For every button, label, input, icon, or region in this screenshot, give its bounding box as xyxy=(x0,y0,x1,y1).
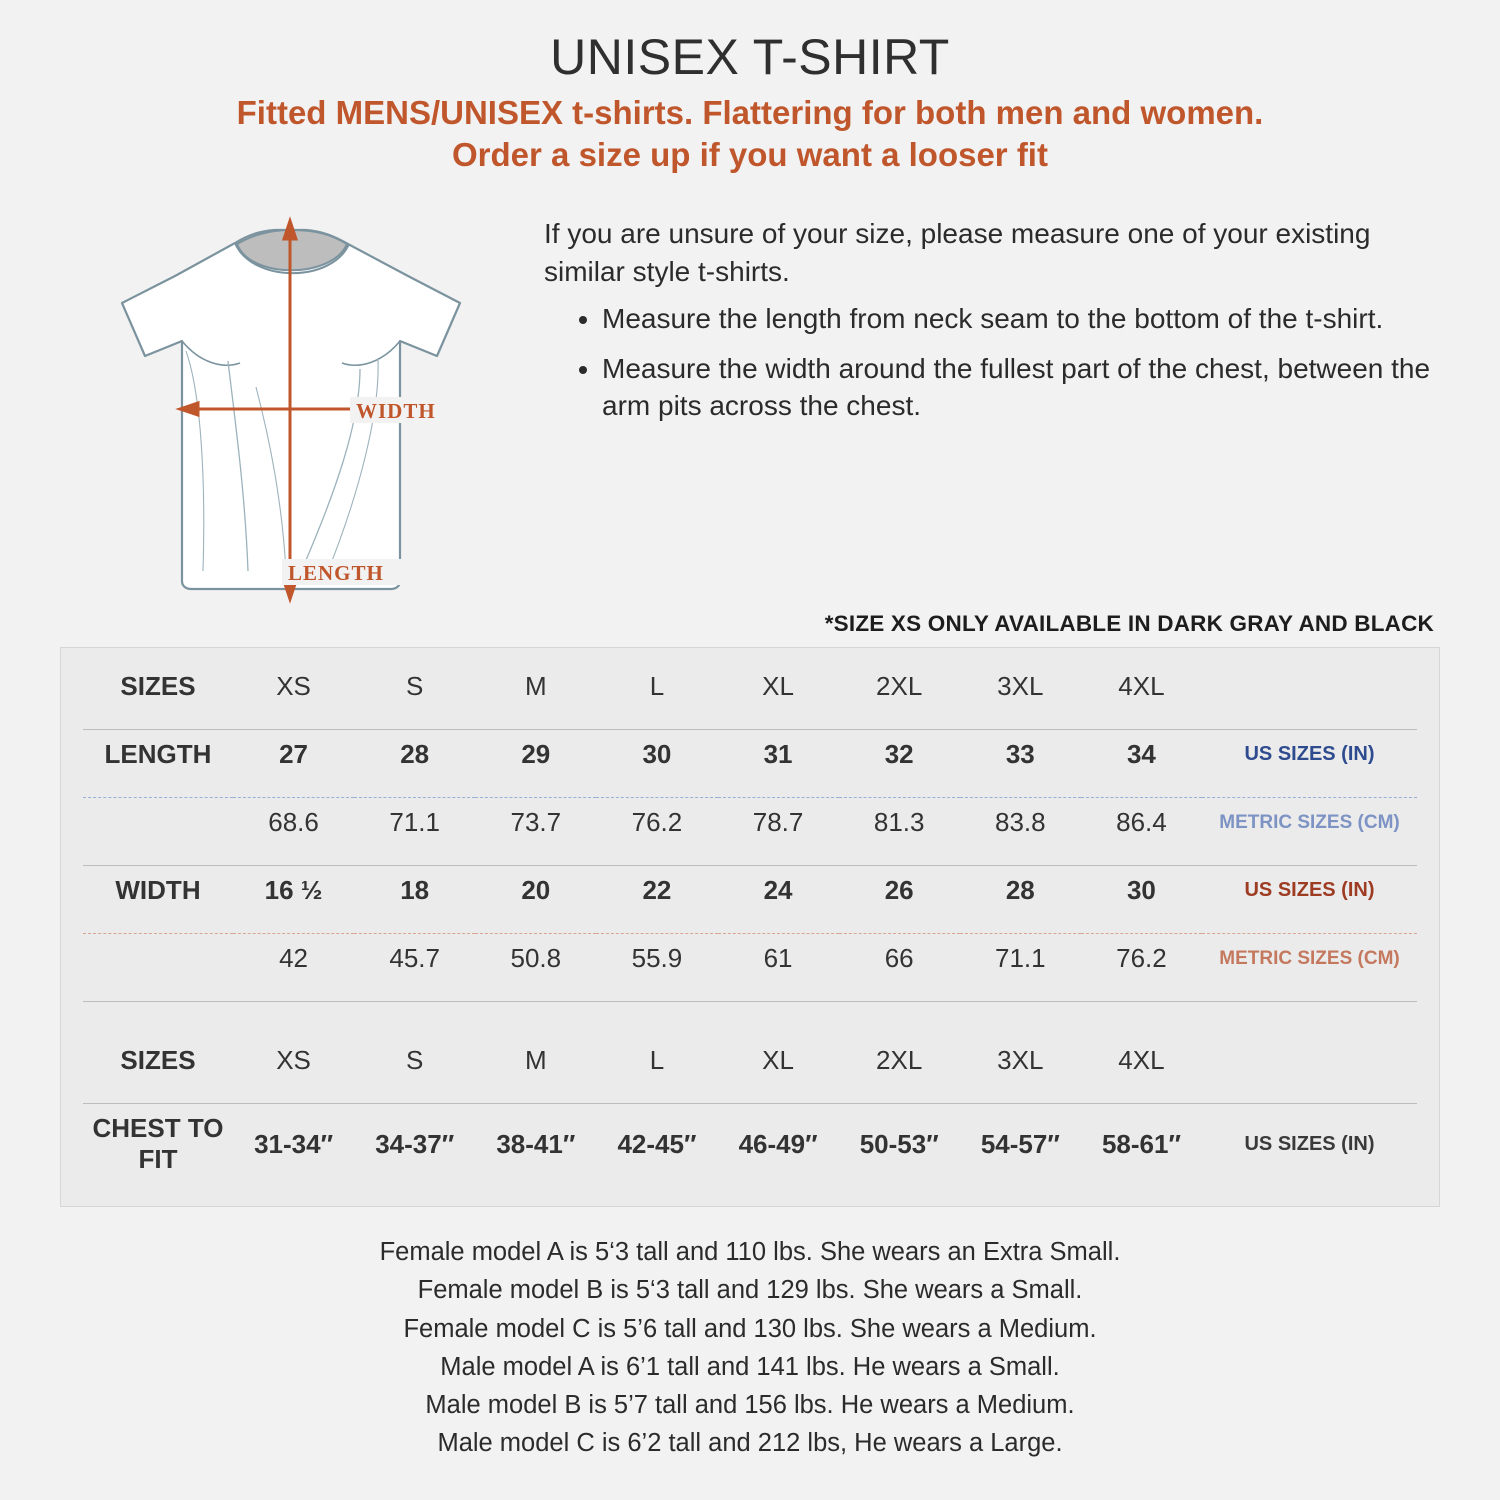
table-row-chest-to-fit xyxy=(83,1104,1417,1185)
width-cm-cell: 76.2 xyxy=(1116,943,1167,974)
model-note: Female model B is 5‘3 tall and 129 lbs. She wears a Small. xyxy=(417,1276,1083,1305)
availability-note: *SIZE XS ONLY AVAILABLE IN DARK GRAY AND BLACK xyxy=(824,611,1434,637)
unit-header-blank-2 xyxy=(1202,1036,1417,1085)
chest-cell: 58-61″ xyxy=(1101,1128,1181,1159)
width-cm-cell: 66 xyxy=(884,943,914,974)
size-header-cell: M xyxy=(524,1045,547,1076)
page-subtitle xyxy=(125,92,1375,175)
size-header-cell: 3XL xyxy=(997,1045,1044,1076)
length-cm-cell: 78.7 xyxy=(752,807,804,838)
row-label-length-cm xyxy=(83,798,233,848)
chest-cell: 50-53″ xyxy=(859,1128,939,1159)
length-in-cell: 28 xyxy=(400,739,430,770)
diagram-and-instructions xyxy=(60,185,1440,605)
size-header-cell: M xyxy=(524,671,547,702)
subtitle-line-2: Order a size up if you want a looser fit xyxy=(452,135,1048,173)
length-in-cell: 30 xyxy=(642,739,672,770)
length-cm-cell: 73.7 xyxy=(510,807,562,838)
size-header-cell: 4XL xyxy=(1118,1045,1165,1076)
sizes-header-label: SIZES xyxy=(120,671,196,702)
divider xyxy=(83,915,1417,934)
size-header-cell: S xyxy=(406,671,424,702)
model-note: Male model A is 6’1 tall and 141 lbs. He wears a Small. xyxy=(440,1352,1060,1381)
size-header-cell: 4XL xyxy=(1118,671,1165,702)
width-cm-cell: 71.1 xyxy=(995,943,1046,974)
table-row-width-in xyxy=(83,866,1417,916)
divider xyxy=(83,983,1417,1002)
size-table xyxy=(83,662,1417,1184)
table-row-width-cm xyxy=(83,934,1417,984)
table-row-sizes-header-2 xyxy=(83,1036,1417,1085)
width-in-cell: 16 ½ xyxy=(264,875,323,906)
chest-cell: 54-57″ xyxy=(980,1128,1060,1159)
length-label: LENGTH xyxy=(288,561,384,586)
model-note: Female model A is 5‘3 tall and 110 lbs. She wears an Extra Small. xyxy=(379,1238,1121,1267)
row-label-width: WIDTH xyxy=(115,875,201,906)
unit-label-us: US SIZES (IN) xyxy=(1244,879,1375,902)
unit-label-metric: METRIC SIZES (CM) xyxy=(1219,811,1400,833)
width-cm-cell: 42 xyxy=(279,943,309,974)
length-cm-cell: 81.3 xyxy=(873,807,925,838)
page-title: UNISEX T-SHIRT xyxy=(550,29,950,85)
width-in-cell: 30 xyxy=(1126,875,1156,906)
chest-cell: 38-41″ xyxy=(496,1128,576,1159)
divider xyxy=(83,779,1417,798)
width-cm-cell: 61 xyxy=(763,943,793,974)
unit-label-metric: METRIC SIZES (CM) xyxy=(1219,947,1400,969)
width-in-cell: 20 xyxy=(521,875,551,906)
size-header-cell: XL xyxy=(762,671,794,702)
row-label-width-cm xyxy=(83,934,233,984)
divider xyxy=(83,711,1417,730)
width-label: WIDTH xyxy=(356,399,436,424)
model-note: Male model B is 5’7 tall and 156 lbs. He wears a Medium. xyxy=(425,1391,1075,1420)
width-in-cell: 28 xyxy=(1005,875,1035,906)
chest-cell: 34-37″ xyxy=(375,1128,455,1159)
size-header-cell: 3XL xyxy=(997,671,1044,702)
length-in-cell: 32 xyxy=(884,739,914,770)
measuring-instructions xyxy=(530,185,1440,437)
unit-label-us-chest: US SIZES (IN) xyxy=(1244,1132,1375,1155)
divider xyxy=(83,1085,1417,1104)
length-cm-cell: 83.8 xyxy=(995,807,1046,838)
length-cm-cell: 68.6 xyxy=(268,807,319,838)
divider xyxy=(83,847,1417,866)
length-cm-cell: 76.2 xyxy=(631,807,683,838)
length-in-cell: 33 xyxy=(1005,739,1035,770)
model-note: Male model C is 6’2 tall and 212 lbs, He wears a Large. xyxy=(437,1429,1063,1458)
size-header-cell: L xyxy=(649,671,665,702)
width-in-cell: 24 xyxy=(763,875,793,906)
length-in-cell: 31 xyxy=(763,739,793,770)
length-cm-cell: 86.4 xyxy=(1116,807,1167,838)
length-in-cell: 29 xyxy=(521,739,551,770)
model-note: Female model C is 5’6 tall and 130 lbs. She wears a Medium. xyxy=(403,1314,1097,1343)
width-cm-cell: 50.8 xyxy=(510,943,562,974)
subtitle-line-1: Fitted MENS/UNISEX t-shirts. Flattering for both men and women. xyxy=(236,94,1264,131)
instructions-list xyxy=(544,300,1440,425)
table-row-length-cm xyxy=(83,798,1417,848)
table-row-sizes-header xyxy=(83,662,1417,711)
sizes-header-label-2: SIZES xyxy=(120,1045,196,1076)
list-item: • Measure the width around the fullest part of the chest, between the arm pits across the chest. xyxy=(602,350,1440,425)
table-row-length-in xyxy=(83,730,1417,780)
size-header-cell: 2XL xyxy=(876,1045,923,1076)
length-in-cell: 27 xyxy=(279,739,309,770)
unit-label-us: US SIZES (IN) xyxy=(1244,743,1375,766)
size-table-container xyxy=(60,647,1440,1207)
length-in-cell: 34 xyxy=(1126,739,1156,770)
size-header-cell: S xyxy=(406,1045,424,1076)
size-header-cell: L xyxy=(649,1045,665,1076)
size-header-cell: 2XL xyxy=(876,671,923,702)
size-header-cell: XS xyxy=(276,1045,311,1076)
chest-cell: 46-49″ xyxy=(738,1128,818,1159)
size-header-cell: XL xyxy=(762,1045,794,1076)
unit-header-blank xyxy=(1202,662,1417,711)
model-notes xyxy=(60,1233,1440,1463)
width-in-cell: 22 xyxy=(642,875,672,906)
width-in-cell: 26 xyxy=(884,875,914,906)
width-cm-cell: 45.7 xyxy=(389,943,440,974)
tshirt-illustration xyxy=(60,191,520,611)
length-cm-cell: 71.1 xyxy=(389,807,440,838)
width-in-cell: 18 xyxy=(400,875,430,906)
width-cm-cell: 55.9 xyxy=(631,943,683,974)
tshirt-diagram xyxy=(60,185,530,616)
row-label-chest-to-fit: CHEST TO FIT xyxy=(92,1113,224,1175)
chest-cell: 31-34″ xyxy=(254,1128,334,1159)
chest-cell: 42-45″ xyxy=(617,1128,697,1159)
instructions-intro: If you are unsure of your size, please measure one of your existing similar style t-shirts. xyxy=(544,218,1371,287)
size-header-cell: XS xyxy=(276,671,311,702)
row-label-length: LENGTH xyxy=(104,739,212,770)
list-item: • Measure the length from neck seam to the bottom of the t-shirt. xyxy=(602,300,1440,338)
spacer xyxy=(83,1002,1417,1037)
